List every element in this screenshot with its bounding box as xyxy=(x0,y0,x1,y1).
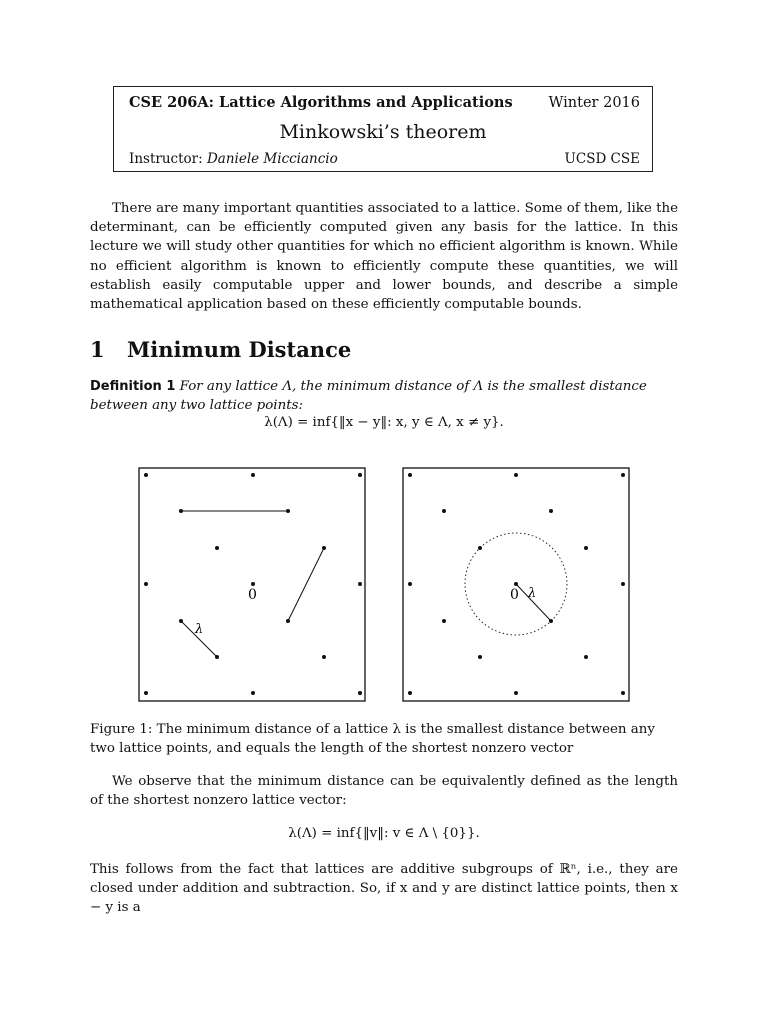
course-title: CSE 206A: Lattice Algorithms and Applications xyxy=(129,94,513,111)
lattice-point xyxy=(621,582,625,586)
lattice-point xyxy=(251,691,255,695)
lattice-point xyxy=(322,655,326,659)
lattice-point xyxy=(621,691,625,695)
lattice-point xyxy=(251,473,255,477)
right-lambda-label: λ xyxy=(528,586,537,601)
term: Winter 2016 xyxy=(548,95,640,111)
section-number: 1 xyxy=(90,337,105,362)
definition-label: Definition 1 xyxy=(90,379,176,394)
lattice-point xyxy=(442,619,446,623)
paragraph-2: We observe that the minimum distance can be equivalently defined as the length of the shortest nonzero lattice vector: xyxy=(90,774,678,809)
affiliation: UCSD CSE xyxy=(564,151,640,167)
figure-caption: Figure 1: The minimum distance of a lattice λ is the smallest distance between any two lattice points, and equals the length of the shortest nonzero vector xyxy=(90,722,655,757)
lattice-point xyxy=(408,582,412,586)
lattice-point xyxy=(144,473,148,477)
definition-block xyxy=(90,377,680,415)
lattice-point xyxy=(358,582,362,586)
lattice-point xyxy=(584,655,588,659)
lattice-point xyxy=(408,473,412,477)
lattice-point xyxy=(358,473,362,477)
lattice-point xyxy=(514,473,518,477)
section-heading xyxy=(90,337,351,362)
lecture-title: Minkowski’s theorem xyxy=(279,121,487,143)
lattice-point xyxy=(621,473,625,477)
lattice-point xyxy=(144,691,148,695)
lattice-point xyxy=(584,546,588,550)
lattice-point xyxy=(549,509,553,513)
lattice-point xyxy=(408,691,412,695)
instructor xyxy=(129,151,338,167)
section-title-text: Minimum Distance xyxy=(127,337,352,362)
definition-body: For any lattice Λ, the minimum distance of Λ is the smallest distance between any two lattice points: xyxy=(90,379,647,414)
paragraph-3: This follows from the fact that lattices are additive subgroups of ℝⁿ, i.e., they are closed under addition and subtraction. So, if x and y are distinct lattice points, then x − y is a xyxy=(90,862,678,916)
instructor-label: Instructor: xyxy=(129,151,203,167)
lattice-point xyxy=(514,691,518,695)
left-origin-label: 0 xyxy=(248,587,257,603)
left-lattice-points xyxy=(144,473,362,695)
instructor-name: Daniele Micciancio xyxy=(206,151,338,167)
lattice-point xyxy=(478,655,482,659)
intro-paragraph: There are many important quantities associated to a lattice. Some of them, like the determinant, can be efficiently computed given any basis for the lattice. In this lecture we will study other quantities for which no efficient algorithm is known. While no efficient algorithm is known to efficiently compute these quantities, we will establish easily computable upper and lower bounds, and describe a simple mathematical application based on these efficiently computable bounds. xyxy=(90,201,678,313)
header-row-instructor xyxy=(129,151,640,167)
lattice-point xyxy=(215,546,219,550)
definition-equation: λ(Λ) = inf{‖x − y‖: x, y ∈ Λ, x ≠ y}. xyxy=(264,415,504,430)
lattice-point xyxy=(358,691,362,695)
header-row-course xyxy=(129,94,640,111)
lattice-point xyxy=(478,546,482,550)
lattice-point xyxy=(144,582,148,586)
lattice-point-origin xyxy=(251,582,255,586)
lattice-point xyxy=(442,509,446,513)
left-lambda-label: λ xyxy=(195,622,204,637)
lattice-figure xyxy=(138,467,630,703)
lecture-header-box xyxy=(113,86,653,172)
right-origin-label: 0 xyxy=(510,587,519,603)
equation-2: λ(Λ) = inf{‖v‖: v ∈ Λ \ {0}}. xyxy=(288,826,480,841)
distance-segment xyxy=(288,548,324,621)
